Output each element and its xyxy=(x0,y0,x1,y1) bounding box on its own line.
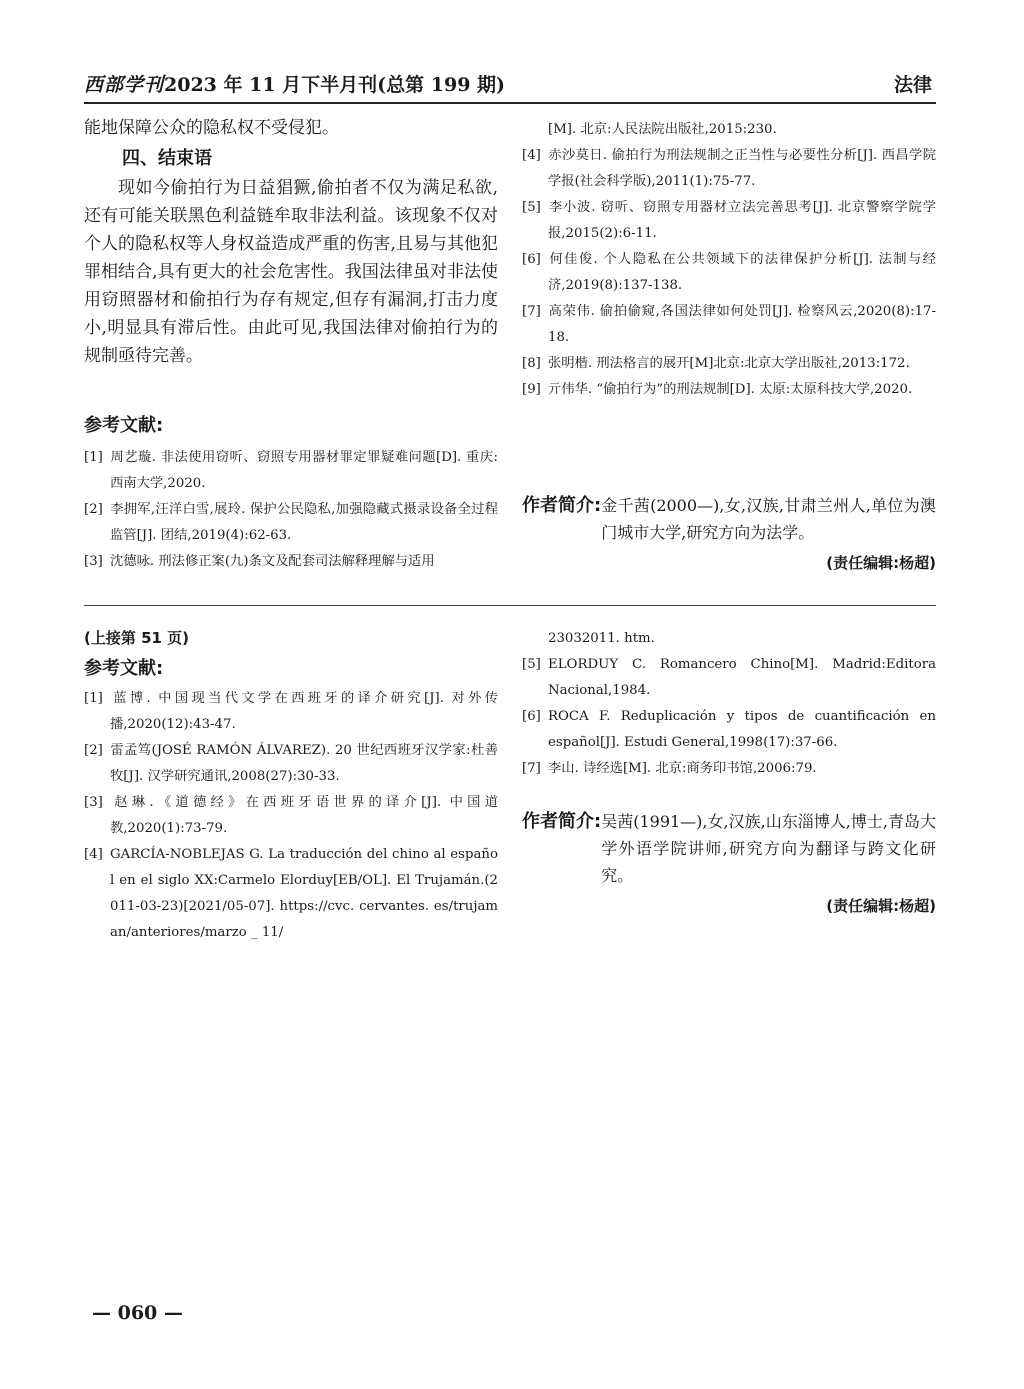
article1-left-column xyxy=(84,114,498,370)
continued-note: (上接第 51 页) xyxy=(84,629,190,647)
reference-item: [3] 赵琳.《道德经》在西班牙语世界的译介[J]. 中国道教,2020(1):73-79. xyxy=(84,795,498,836)
reference-item: [4] GARCÍA-NOBLEJAS G. La traducción del chino al español en el siglo XX:Carmelo Elorduy[EB/OL]. El Trujamán.(2011-03-23)[2021/05-07]. https://cvc. cervantes. es/trujaman/anteriores/marzo _ 11/ xyxy=(84,847,498,940)
section-title: 四、结束语 xyxy=(122,148,212,169)
article1-references xyxy=(84,413,498,575)
running-header xyxy=(84,70,505,97)
article-separator xyxy=(84,605,936,606)
reference-item: [2] 雷孟笃(JOSÉ RAMÓN ÁLVAREZ). 20 世纪西班牙汉学家:杜善牧[J]. 汉学研究通讯,2008(27):30-33. xyxy=(84,743,498,784)
journal-logo: 西部学刊 xyxy=(84,74,165,96)
author-label: 作者简介: xyxy=(522,495,602,516)
reference-item: [1] 周艺璇. 非法使用窃听、窃照专用器材罪定罪疑难问题[D]. 重庆:西南大学,2020. xyxy=(84,450,498,491)
author-label: 作者简介: xyxy=(522,811,602,832)
reference-item: [6] 何佳俊. 个人隐私在公共领域下的法律保护分析[J]. 法制与经济,2019(8):137-138. xyxy=(522,252,936,293)
reference-item: [3] 沈德咏. 刑法修正案(九)条文及配套司法解释理解与适用 xyxy=(84,554,435,569)
article2-left-column xyxy=(84,626,498,946)
reference-continuation: [M]. 北京:人民法院出版社,2015:230. xyxy=(548,122,777,137)
author-text: 吴茜(1991—),女,汉族,山东淄博人,博士,青岛大学外语学院讲师,研究方向为翻译与跨文化研究。 xyxy=(601,812,936,885)
reference-continuation: 23032011. htm. xyxy=(548,631,655,646)
editor-credit: (责任编辑:杨超) xyxy=(826,897,936,915)
section-label: 法律 xyxy=(893,74,932,96)
page-number: — 060 — xyxy=(92,1302,183,1324)
reference-list xyxy=(84,686,498,946)
reference-item: [5] 李小波. 窃听、窃照专用器材立法完善思考[J]. 北京警察学院学报,2015(2):6-11. xyxy=(522,200,936,241)
reference-item: [9] 亓伟华. “偷拍行为”的刑法规制[D]. 太原:太原科技大学,2020. xyxy=(522,382,913,397)
reference-item: [5] ELORDUY C. Romancero Chino[M]. Madrid:Editora Nacional,1984. xyxy=(522,657,936,698)
reference-item: [7] 高荣伟. 偷拍偷窥,各国法律如何处罚[J]. 检察风云,2020(8):17-18. xyxy=(522,304,936,345)
reference-item: [1] 蓝博. 中国现当代文学在西班牙的译介研究[J]. 对外传播,2020(12):43-47. xyxy=(84,691,498,732)
issue-info: 2023 年 11 月下半月刊(总第 199 期) xyxy=(164,74,506,96)
references-title: 参考文献: xyxy=(84,658,164,679)
article2-right-column xyxy=(522,626,936,782)
reference-list xyxy=(522,652,936,782)
reference-list xyxy=(84,445,498,575)
reference-list xyxy=(522,143,936,403)
article2-author-block xyxy=(522,808,936,916)
reference-item: [6] ROCA F. Reduplicación y tipos de cuantificación en español[J]. Estudi General,1998(17):37-66. xyxy=(522,709,936,750)
author-text: 金千茜(2000—),女,汉族,甘肃兰州人,单位为澳门城市大学,研究方向为法学。 xyxy=(601,496,936,542)
conclusion-paragraph: 现如今偷拍行为日益猖獗,偷拍者不仅为满足私欲,还有可能关联黑色利益链牟取非法利益。该现象不仅对个人的隐私权等人身权益造成严重的伤害,且易与其他犯罪相结合,具有更大的社会危害性。我国法律虽对非法使用窃照器材和偷拍行为存有规定,但存有漏洞,打击力度小,明显具有滞后性。由此可见,我国法律对偷拍行为的规制亟待完善。 xyxy=(84,178,498,366)
reference-item: [2] 李拥军,汪洋白雪,展玲. 保护公民隐私,加强隐藏式摄录设备全过程监管[J]. 团结,2019(4):62-63. xyxy=(84,502,498,543)
author-bio xyxy=(522,492,936,546)
intro-line: 能地保障公众的隐私权不受侵犯。 xyxy=(84,118,339,138)
reference-item: [7] 李山. 诗经选[M]. 北京:商务印书馆,2006:79. xyxy=(522,761,817,776)
article1-right-column xyxy=(522,117,936,403)
editor-credit: (责任编辑:杨超) xyxy=(826,554,936,572)
author-bio xyxy=(522,808,936,889)
header-rule xyxy=(84,102,936,104)
reference-item: [8] 张明楷. 刑法格言的展开[M]北京:北京大学出版社,2013:172. xyxy=(522,356,910,371)
article1-author-block xyxy=(522,492,936,573)
references-title: 参考文献: xyxy=(84,415,164,436)
reference-item: [4] 赤沙莫日. 偷拍行为刑法规制之正当性与必要性分析[J]. 西昌学院学报(社会科学版),2011(1):75-77. xyxy=(522,148,936,189)
